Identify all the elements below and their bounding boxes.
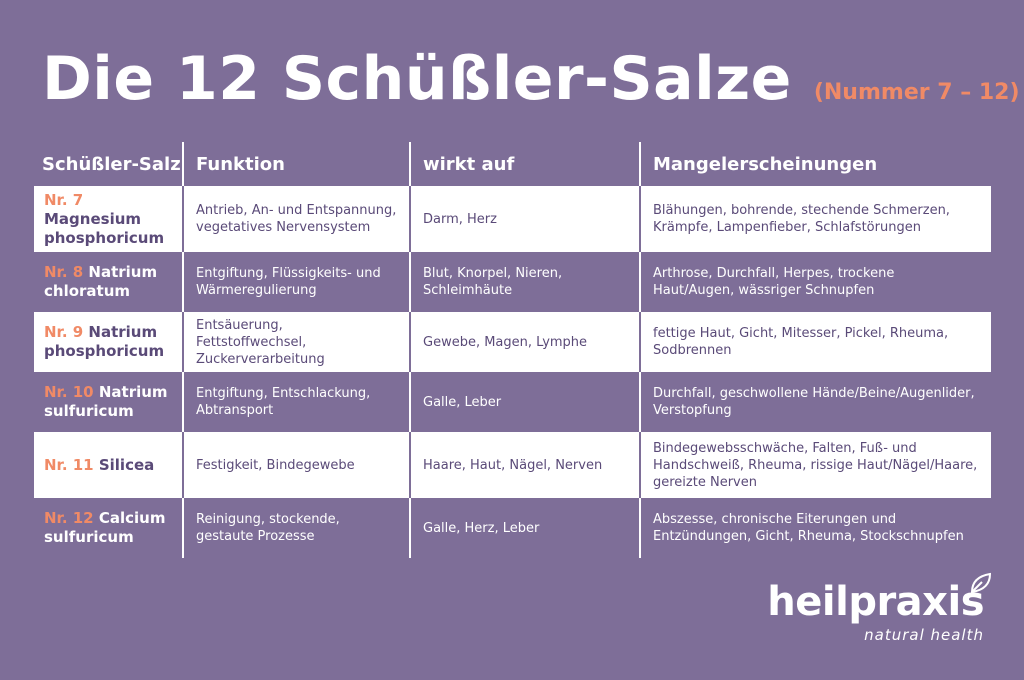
salts-table xyxy=(34,142,991,558)
salt-name: Calcium sulfuricum xyxy=(44,509,166,546)
salt-name: Natrium chloratum xyxy=(44,263,158,300)
salt-cell xyxy=(34,186,182,252)
table-row xyxy=(34,252,991,312)
salt-name: Magnesium phosphoricum xyxy=(44,209,165,247)
wirkt-cell: Gewebe, Magen, Lymphe xyxy=(409,312,639,372)
salt-name: Silicea xyxy=(98,455,155,474)
funktion-cell: Entgiftung, Entschlackung, Abtransport xyxy=(182,372,409,432)
table-header xyxy=(34,142,991,186)
wirkt-cell: Blut, Knorpel, Nieren, Schleimhäute xyxy=(409,252,639,312)
salt-cell xyxy=(34,498,182,558)
mangel-cell: Blähungen, bohrende, stechende Schmerzen, Krämpfe, Lampenfieber, Schlafstörungen xyxy=(639,186,991,252)
funktion-cell: Reinigung, stockende, gestaute Prozesse xyxy=(182,498,409,558)
salt-cell xyxy=(34,312,182,372)
mangel-cell: Arthrose, Durchfall, Herpes, trockene Haut/Augen, wässriger Schnupfen xyxy=(639,252,991,312)
mangel-cell: Abszesse, chronische Eiterungen und Entzündungen, Gicht, Rheuma, Stockschnupfen xyxy=(639,498,991,558)
header-funktion: Funktion xyxy=(182,142,409,186)
salt-cell xyxy=(34,372,182,432)
leaf-icon xyxy=(968,572,994,594)
logo-wordmark: heilpraxis xyxy=(767,579,984,625)
salt-number: Nr. 10 xyxy=(44,383,94,401)
salt-number: Nr. 12 xyxy=(44,509,94,527)
salt-number: Nr. 11 xyxy=(44,455,94,474)
funktion-cell: Antrieb, An- und Entspannung, vegetatives Nervensystem xyxy=(182,186,409,252)
funktion-cell: Entgiftung, Flüssigkeits- und Wärmeregulierung xyxy=(182,252,409,312)
mangel-cell: Durchfall, geschwollene Hände/Beine/Augenlider, Verstopfung xyxy=(639,372,991,432)
table-row xyxy=(34,432,991,498)
salt-name: Natrium phosphoricum xyxy=(44,323,165,360)
table-row xyxy=(34,312,991,372)
salt-number: Nr. 7 xyxy=(44,190,84,209)
header-mangel: Mangelerscheinungen xyxy=(639,142,991,186)
page-title: Die 12 Schüßler-Salze xyxy=(42,44,792,114)
wirkt-cell: Galle, Leber xyxy=(409,372,639,432)
salt-number: Nr. 8 xyxy=(44,263,84,281)
table-row xyxy=(34,186,991,252)
funktion-cell: Entsäuerung, Fettstoffwechsel, Zuckerverarbeitung xyxy=(182,312,409,372)
header-salt: Schüßler-Salz xyxy=(42,153,181,175)
wirkt-cell: Darm, Herz xyxy=(409,186,639,252)
wirkt-cell: Haare, Haut, Nägel, Nerven xyxy=(409,432,639,498)
salt-number: Nr. 9 xyxy=(44,323,84,341)
mangel-cell: fettige Haut, Gicht, Mitesser, Pickel, Rheuma, Sodbrennen xyxy=(639,312,991,372)
title-row xyxy=(42,44,1020,114)
funktion-cell: Festigkeit, Bindegewebe xyxy=(182,432,409,498)
table-row xyxy=(34,372,991,432)
table-row xyxy=(34,498,991,558)
logo-tagline: natural health xyxy=(864,626,984,644)
salt-name: Natrium sulfuricum xyxy=(44,383,168,420)
wirkt-cell: Galle, Herz, Leber xyxy=(409,498,639,558)
heilpraxis-logo xyxy=(767,580,984,644)
salt-cell xyxy=(34,252,182,312)
mangel-cell: Bindegewebsschwäche, Falten, Fuß- und Handschweiß, Rheuma, rissige Haut/Nägel/Haare, gereizte Nerven xyxy=(639,432,991,498)
salt-cell xyxy=(34,432,182,498)
page-subtitle: (Nummer 7 – 12) xyxy=(813,80,1020,105)
header-wirkt-auf: wirkt auf xyxy=(409,142,639,186)
